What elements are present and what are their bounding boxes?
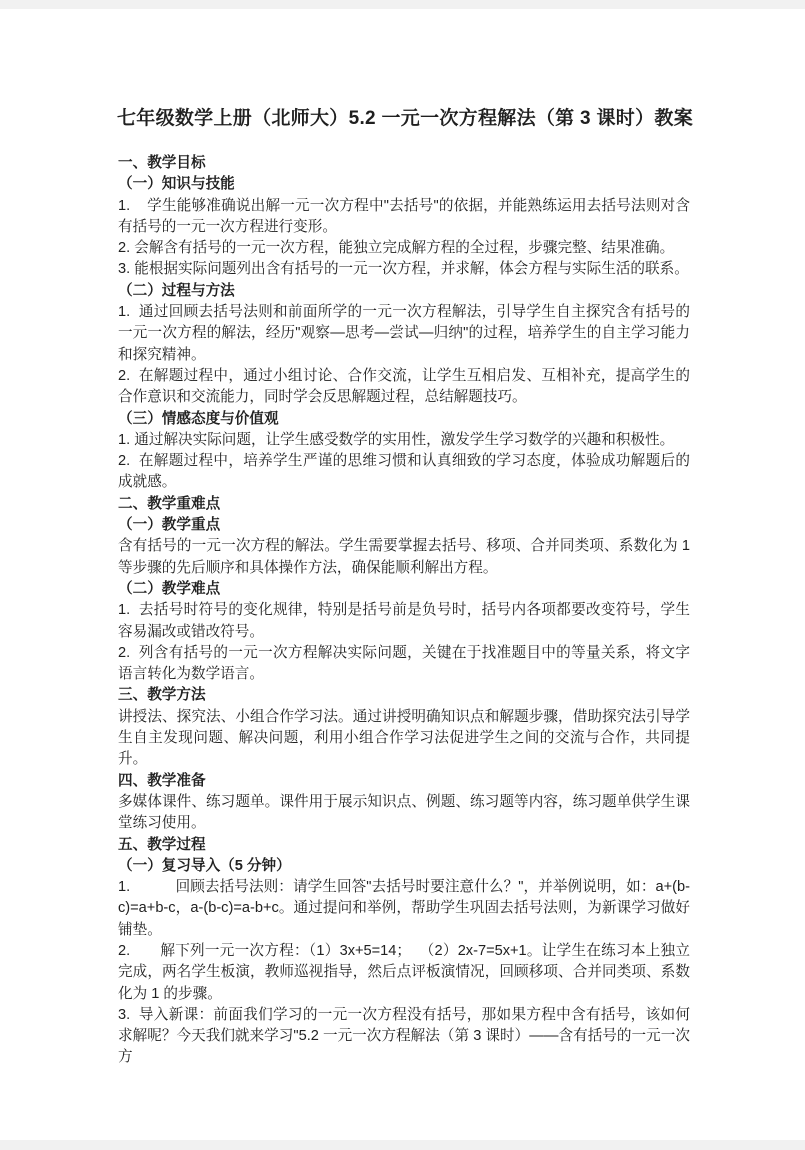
document-paragraph: 1. 学生能够准确说出解一元一次方程中"去括号"的依据，并能熟练运用去括号法则对含有括号的一元一次方程进行变形。 [118, 197, 690, 235]
document-heading: （一）复习导入（5 分钟） [118, 857, 291, 874]
document-heading: 一、教学目标 [118, 155, 206, 171]
document-heading: 四、教学准备 [118, 772, 206, 789]
document-title: 七年级数学上册（北师大）5.2 一元一次方程解法（第 3 课时）教案 [116, 108, 694, 129]
document-paragraph: 讲授法、探究法、小组合作学习法。通过讲授明确知识点和解题步骤，借助探究法引导学生自主发现问题、解决问题，利用小组合作学习法促进学生之间的交流与合作，共同提升。 [118, 708, 690, 768]
document-paragraph: 1. 回顾去括号法则：请学生回答"去括号时要注意什么？"，并举例说明，如：a+(b-c)=a+b-c，a-(b-c)=a-b+c。通过提问和举例，帮助学生巩固去括号法则，为新课学习做好铺垫。 [118, 879, 690, 938]
document-paragraph: 含有括号的一元一次方程的解法。学生需要掌握去括号、移项、合并同类项、系数化为 1 等步骤的先后顺序和具体操作方法，确保能顺利解出方程。 [118, 538, 695, 576]
document-paragraph: 1. 通过回顾去括号法则和前面所学的一元一次方程解法，引导学生自主探究含有括号的一元一次方程的解法，经历"观察—思考—尝试—归纳"的过程，培养学生的自主学习能力和探究精神。 [118, 304, 690, 363]
document-page [0, 9, 805, 1140]
document-paragraph: 2. 会解含有括号的一元一次方程，能独立完成解方程的全过程，步骤完整、结果准确。 [118, 240, 675, 257]
document-paragraph: 1. 去括号时符号的变化规律，特别是括号前是负号时，括号内各项都要改变符号，学生容易漏改或错改符号。 [118, 602, 690, 640]
document-paragraph: 1. 通过解决实际问题，让学生感受数学的实用性，激发学生学习数学的兴趣和积极性。 [118, 431, 675, 448]
document-paragraph: 多媒体课件、练习题单。课件用于展示知识点、例题、练习题等内容，练习题单供学生课堂练习使用。 [118, 793, 690, 832]
document-body [118, 153, 695, 1069]
document-heading: 二、教学重难点 [118, 495, 221, 512]
document-paragraph: 3. 导入新课：前面我们学习的一元一次方程没有括号，那如果方程中含有括号，该如何求解呢？今天我们就来学习"5.2 一元一次方程解法（第 3 课时）——含有括号的一元一次方 [118, 1006, 690, 1066]
document-heading: （一）知识与技能 [118, 176, 235, 193]
document-heading: 五、教学过程 [118, 836, 206, 853]
document-paragraph: 2. 解下列一元一次方程：（1）3x+5=14； （2）2x-7=5x+1。让学生在练习本上独立完成，两名学生板演，教师巡视指导，然后点评板演情况，回顾移项、合并同类项、系数化为 1 的步骤。 [118, 942, 690, 1002]
document-heading: （二）教学难点 [118, 580, 221, 597]
document-heading: 三、教学方法 [118, 687, 206, 704]
document-heading: （三）情感态度与价值观 [118, 410, 279, 427]
document-paragraph: 2. 在解题过程中，培养学生严谨的思维习惯和认真细致的学习态度，体验成功解题后的成就感。 [118, 453, 690, 491]
document-heading: （一）教学重点 [118, 517, 221, 534]
document-heading: （二）过程与方法 [118, 282, 235, 299]
document-paragraph: 3. 能根据实际问题列出含有括号的一元一次方程，并求解，体会方程与实际生活的联系。 [118, 261, 689, 278]
document-paragraph: 2. 列含有括号的一元一次方程解决实际问题，关键在于找准题目中的等量关系，将文字语言转化为数学语言。 [118, 644, 690, 683]
document-paragraph: 2. 在解题过程中，通过小组讨论、合作交流，让学生互相启发、互相补充，提高学生的合作意识和交流能力，同时学会反思解题过程，总结解题技巧。 [118, 367, 690, 406]
